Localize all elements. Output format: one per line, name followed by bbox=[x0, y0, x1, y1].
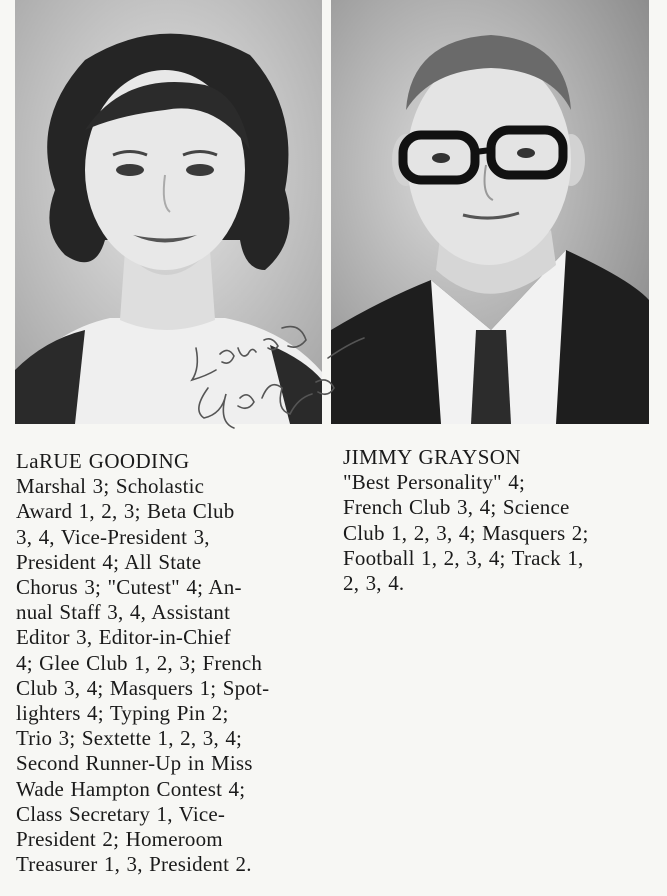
student-activities bbox=[343, 470, 589, 596]
activity-line: Wade Hampton Contest 4; bbox=[16, 776, 246, 801]
activity-line: President 4; All State bbox=[16, 549, 202, 574]
student-name: JIMMY GRAYSON bbox=[343, 445, 521, 469]
activity-line: Club 3, 4; Masquers 1; Spot- bbox=[16, 675, 270, 700]
portrait-photo-jimmy-grayson bbox=[331, 0, 649, 424]
activity-line: Second Runner-Up in Miss bbox=[16, 751, 253, 776]
activity-line: nual Staff 3, 4, Assistant bbox=[16, 600, 231, 625]
activity-line: lighters 4; Typing Pin 2; bbox=[16, 701, 229, 726]
activity-line: French Club 3, 4; Science bbox=[343, 495, 570, 520]
activity-line: President 2; Homeroom bbox=[16, 827, 223, 852]
student-activities bbox=[16, 474, 269, 877]
activity-line: Football 1, 2, 3, 4; Track 1, bbox=[343, 545, 584, 570]
student-name: LaRUE GOODING bbox=[16, 449, 190, 473]
activity-line: 4; Glee Club 1, 2, 3; French bbox=[16, 650, 263, 675]
activity-line: Chorus 3; "Cutest" 4; An- bbox=[16, 575, 242, 600]
caption-jimmy-grayson bbox=[343, 445, 589, 596]
activity-line: "Best Personality" 4; bbox=[343, 470, 526, 495]
activity-line: 2, 3, 4. bbox=[343, 571, 405, 596]
activity-line: Trio 3; Sextette 1, 2, 3, 4; bbox=[16, 726, 243, 751]
activity-line: Editor 3, Editor-in-Chief bbox=[16, 625, 231, 650]
activity-line: Treasurer 1, 3, President 2. bbox=[16, 852, 252, 877]
activity-line: Award 1, 2, 3; Beta Club bbox=[16, 499, 235, 524]
signature-drawing bbox=[178, 318, 368, 438]
activity-line: Club 1, 2, 3, 4; Masquers 2; bbox=[343, 520, 589, 545]
handwritten-signature bbox=[178, 318, 368, 438]
activity-line: 3, 4, Vice-President 3, bbox=[16, 524, 210, 549]
caption-larue-gooding bbox=[16, 449, 269, 877]
portrait-illustration bbox=[331, 0, 649, 424]
activity-line: Class Secretary 1, Vice- bbox=[16, 801, 226, 826]
activity-line: Marshal 3; Scholastic bbox=[16, 474, 205, 499]
